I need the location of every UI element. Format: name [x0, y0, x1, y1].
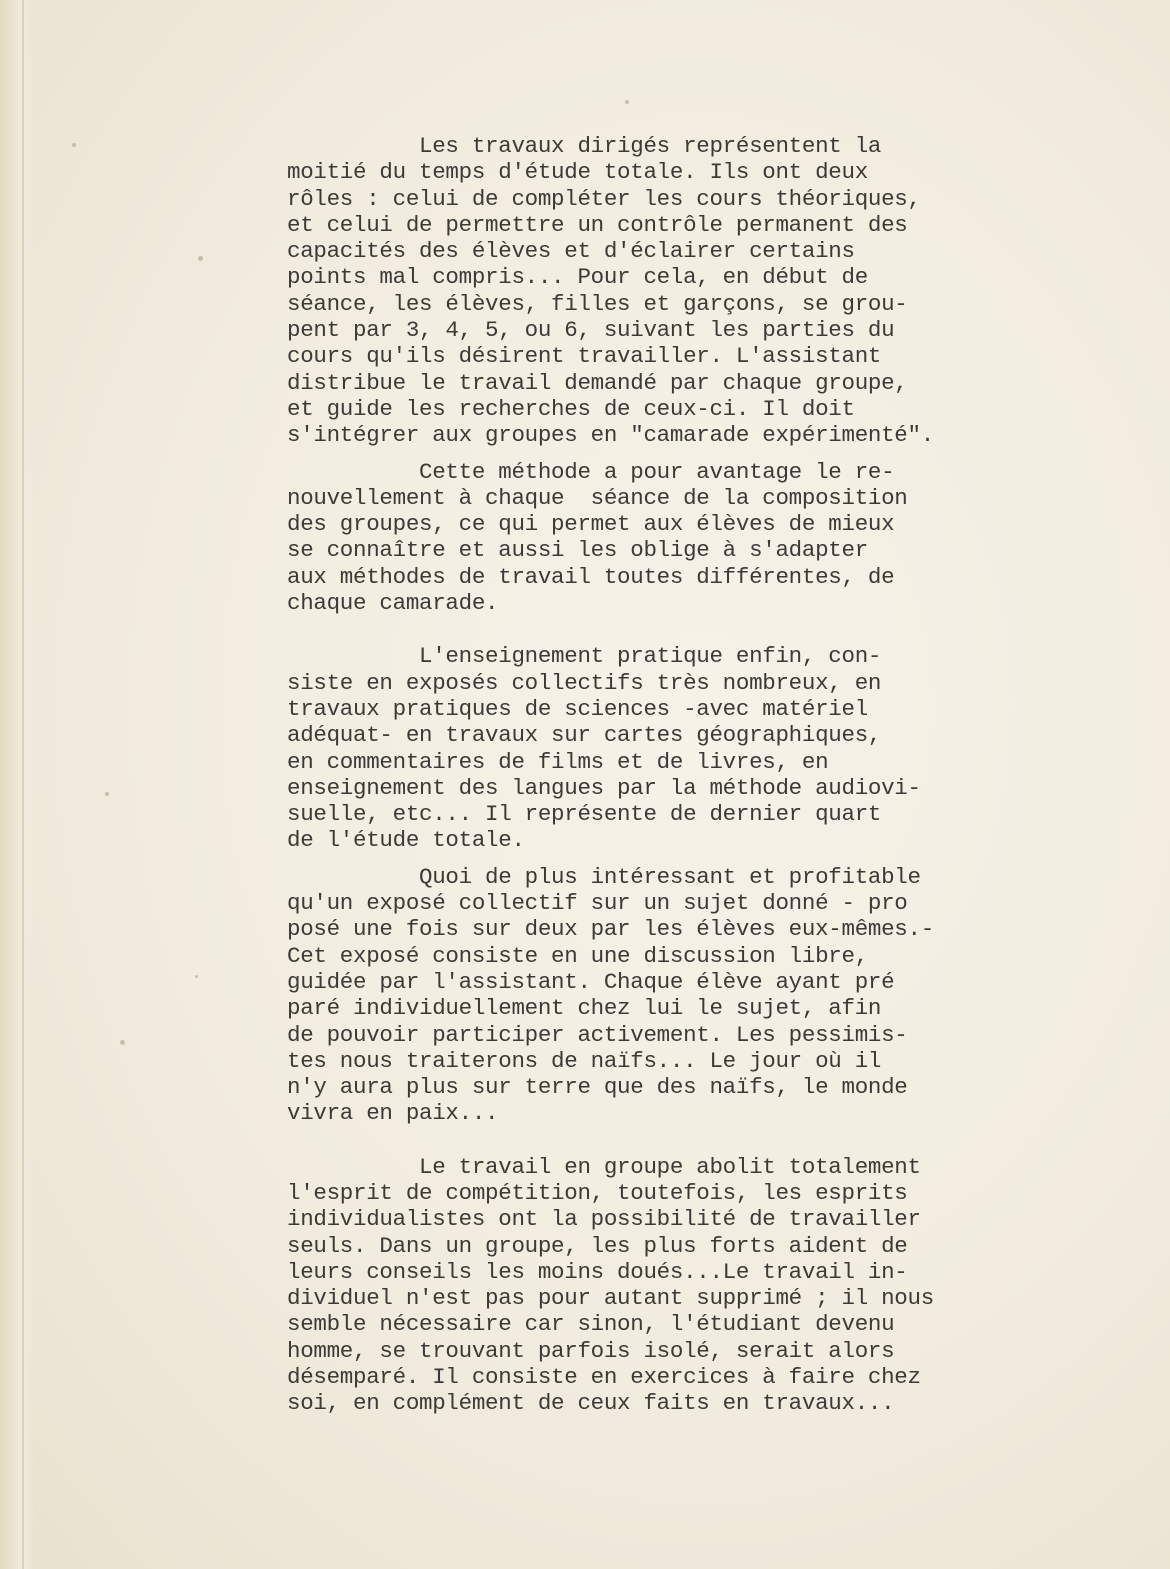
paragraph — [287, 643, 1087, 853]
text-line: leurs conseils les moins doués...Le travail in- — [287, 1258, 908, 1285]
text-line: Les travaux dirigés représentent la — [287, 133, 882, 159]
paragraph-gap — [287, 616, 1087, 643]
text-line: L'enseignement pratique enfin, con- — [287, 643, 882, 670]
text-line: seuls. Dans un groupe, les plus forts aident de — [287, 1232, 908, 1259]
text-line: en commentaires de films et de livres, en — [287, 748, 829, 775]
typed-text — [287, 133, 1087, 1417]
text-line: nouvellement à chaque séance de la composition — [287, 484, 908, 511]
text-line: Cette méthode a pour avantage le re- — [287, 458, 895, 485]
text-line: points mal compris... Pour cela, en début de — [287, 264, 868, 291]
text-line: soi, en complément de ceux faits en travaux... — [287, 1390, 895, 1417]
text-line: des groupes, ce qui permet aux élèves de mieux — [287, 511, 895, 538]
text-line: Quoi de plus intéressant et profitable — [287, 863, 921, 890]
text-line: qu'un exposé collectif sur un sujet donné - pro — [287, 890, 908, 917]
text-line: distribue le travail demandé par chaque groupe, — [287, 369, 908, 396]
paper-speck — [72, 143, 76, 147]
text-line: homme, se trouvant parfois isolé, serait alors — [287, 1337, 895, 1364]
text-line: paré individuellement chez lui le sujet, afin — [287, 995, 882, 1022]
text-line: siste en exposés collectifs très nombreux, en — [287, 669, 882, 696]
text-line: capacités des élèves et d'éclairer certains — [287, 238, 855, 265]
text-line: posé une fois sur deux par les élèves eux-mêmes.- — [287, 916, 934, 943]
text-line: adéquat- en travaux sur cartes géographiques, — [287, 722, 882, 749]
text-line: suelle, etc... Il représente de dernier quart — [287, 801, 882, 828]
text-line: désemparé. Il consiste en exercices à faire chez — [287, 1364, 921, 1391]
text-line: semble nécessaire car sinon, l'étudiant devenu — [287, 1311, 895, 1338]
text-line: séance, les élèves, filles et garçons, se grou- — [287, 290, 908, 317]
text-line: s'intégrer aux groupes en "camarade expérimenté". — [287, 422, 934, 449]
text-line: vivra en paix... — [287, 1100, 499, 1127]
text-line: aux méthodes de travail toutes différentes, de — [287, 563, 895, 590]
text-line: Cet exposé consiste en une discussion libre, — [287, 942, 868, 969]
paper-speck — [105, 792, 109, 796]
paper-speck — [195, 975, 198, 978]
paragraph — [287, 864, 1087, 1127]
text-line: enseignement des langues par la méthode audiovi- — [287, 774, 921, 801]
paper-speck — [625, 100, 629, 104]
binding-crease — [22, 0, 24, 1569]
text-line: chaque camarade. — [287, 590, 499, 617]
text-line: pent par 3, 4, 5, ou 6, suivant les parties du — [287, 317, 895, 344]
binding-edge — [0, 0, 34, 1569]
paragraph — [287, 459, 1087, 617]
paragraph-gap — [287, 449, 1087, 459]
text-line: guidée par l'assistant. Chaque élève ayant pré — [287, 968, 895, 995]
text-line: se connaître et aussi les oblige à s'adapter — [287, 537, 868, 564]
paragraph-gap — [287, 1127, 1087, 1154]
paper-speck — [120, 1040, 125, 1045]
text-line: de l'étude totale. — [287, 827, 525, 854]
text-line: tes nous traiterons de naïfs... Le jour où il — [287, 1047, 882, 1074]
text-line: moitié du temps d'étude totale. Ils ont deux — [287, 159, 868, 186]
paragraph-gap — [287, 854, 1087, 864]
text-line: n'y aura plus sur terre que des naïfs, le monde — [287, 1074, 908, 1101]
paper-speck — [198, 256, 203, 261]
paragraph — [287, 133, 1087, 449]
text-line: de pouvoir participer activement. Les pessimis- — [287, 1021, 908, 1048]
text-line: rôles : celui de compléter les cours théoriques, — [287, 185, 921, 212]
text-line: l'esprit de compétition, toutefois, les esprits — [287, 1179, 908, 1206]
text-line: dividuel n'est pas pour autant supprimé ; il nous — [287, 1285, 934, 1312]
text-line: travaux pratiques de sciences -avec matériel — [287, 695, 868, 722]
paragraph — [287, 1154, 1087, 1417]
text-line: cours qu'ils désirent travailler. L'assistant — [287, 343, 882, 370]
text-line: individualistes ont la possibilité de travailler — [287, 1206, 921, 1233]
text-line: Le travail en groupe abolit totalement — [287, 1153, 921, 1180]
text-line: et guide les recherches de ceux-ci. Il doit — [287, 395, 855, 422]
text-line: et celui de permettre un contrôle permanent des — [287, 211, 908, 238]
